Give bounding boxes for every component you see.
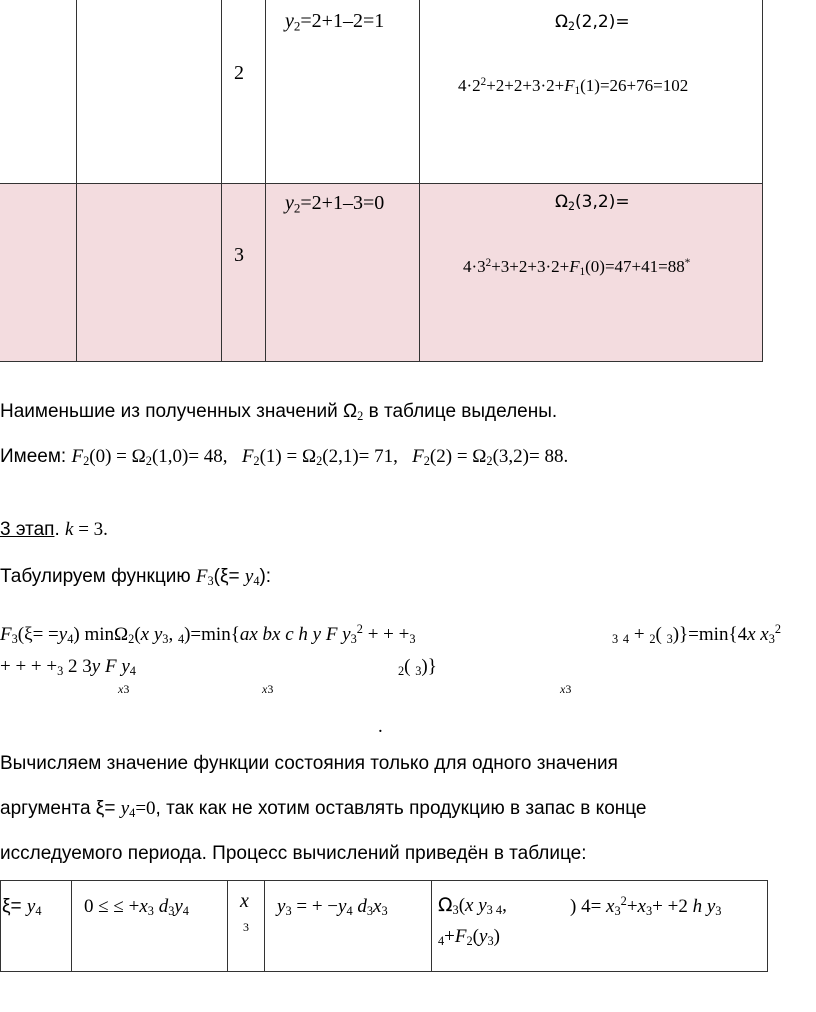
header-range-cell: 0 ≤ ≤ $+x_3$ $d_3y_4$ xyxy=(84,896,189,919)
formula-subscript-x3: x3 xyxy=(118,682,130,696)
column-divider xyxy=(431,880,432,972)
formula-line-2: + + + $+_3$ 2 3y F $y_4$ xyxy=(0,656,136,679)
formula-dot: . xyxy=(378,716,383,737)
formula-line-2-right: $_2$( $_3$)} xyxy=(398,656,437,679)
header-omega-cell: $\Omega_3(x$ $y_{3 4}$, xyxy=(438,894,507,918)
column-divider xyxy=(227,880,228,972)
column-divider xyxy=(0,880,1,972)
row-divider xyxy=(0,361,763,362)
column-divider xyxy=(767,880,768,972)
formula-line-1-right: $_3$ $_4$ + $_2$( $_3$)}=min{4x $x_3^2$ xyxy=(612,622,782,646)
header-omega-formula: ) $4= x_3^2+x_3+ +2$ h $y_3$ xyxy=(570,894,722,918)
y-expression-cell: $y_2=2+1-2=1$ xyxy=(285,10,385,34)
omega-calculation: $4\cdot 2^2+2+2+3\cdot 2+F_1(1)=26+76=102$ xyxy=(458,76,689,97)
x-value-cell: 3 xyxy=(234,244,244,266)
column-divider xyxy=(419,0,420,362)
row-divider xyxy=(0,183,763,184)
smallest-values-line: Наименьшие из полученных значений $\Omega_2$ в таблице выделены. xyxy=(0,401,558,424)
formula-subscript-x3: x3 xyxy=(560,682,572,696)
header-omega-line2: $_4+F_2(y_3)$ xyxy=(438,926,500,949)
x-value-cell: 2 xyxy=(234,62,244,84)
results-line: Имеем: $F_2(0) = \Omega_2(1,0)= 48$, $F_2(1) = \Omega_2(2,1)= 71$, $F_2(2) = \Omega_2(3,2)= 88$. xyxy=(0,446,569,469)
omega-calculation-min: $4\cdot 3^2+3+2+3\cdot 2+F_1(0)=47+41=88^*$ xyxy=(463,257,691,278)
top-table xyxy=(0,0,763,362)
formula-line-1: $F_3(\xi= =y_4)$ minΩ$_2$(x $y_3$, $_4$)=min{ax bx c h y F $y_3^2$ + + $+_3$ xyxy=(0,622,416,646)
omega-header: $\Omega_2(3,2)=$ xyxy=(555,192,630,213)
bottom-table xyxy=(0,880,768,972)
column-divider xyxy=(265,0,266,362)
header-x3-cell: x xyxy=(240,890,249,912)
header-y3-cell: $y_3$ = + $-y_4$ $d_3x_3$ xyxy=(277,896,388,919)
header-xi-cell: $\xi= y_4$ xyxy=(2,896,42,919)
column-divider xyxy=(71,880,72,972)
column-divider xyxy=(76,0,77,362)
tabulate-line: Табулируем функцию $F_3(\xi= y_4)$: xyxy=(0,566,272,589)
column-divider xyxy=(762,0,763,362)
y-expression-cell: $y_2=2+1-3=0$ xyxy=(285,192,385,216)
calc-line-3: исследуемого периода. Процесс вычислений приведён в таблице: xyxy=(0,843,587,864)
omega-header: $\Omega_2(2,2)=$ xyxy=(555,12,630,33)
calc-line-2: аргумента $\xi= y_4=0$, так как не хотим оставлять продукцию в запас в конце xyxy=(0,798,647,821)
stage-heading: 3 этап. k = 3. xyxy=(0,519,108,540)
column-divider xyxy=(221,0,222,362)
calc-line-1: Вычисляем значение функции состояния только для одного значения xyxy=(0,753,618,774)
formula-subscript-x3: x3 xyxy=(262,682,274,696)
row-divider xyxy=(0,880,768,881)
header-x3-subscript: 3 xyxy=(243,920,249,934)
column-divider xyxy=(264,880,265,972)
row-divider xyxy=(0,971,768,972)
